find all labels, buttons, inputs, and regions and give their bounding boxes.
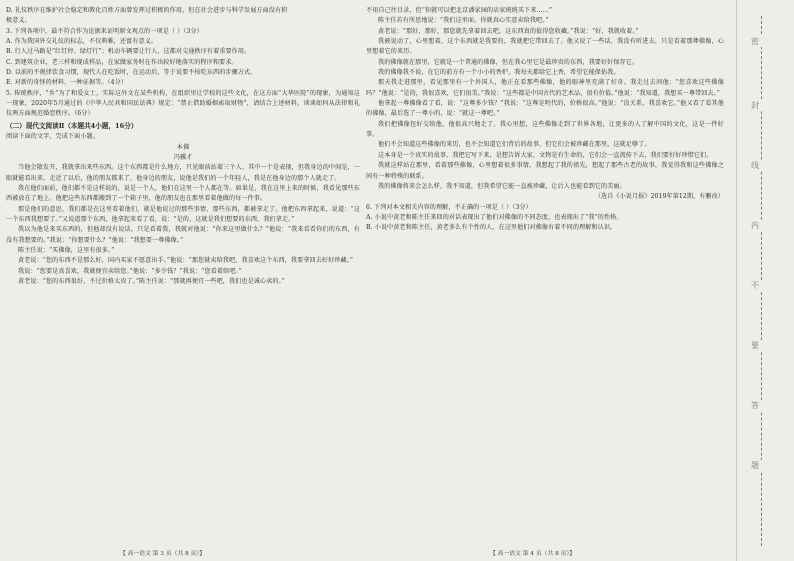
page-footer-right: 【 高一语文 第 4 页（共 8 页）】 bbox=[490, 551, 576, 557]
text-line: D. 礼仪秩序在维护社会稳定和教化百姓方面曾发挥过积极的作用，但在社会进步与科学发展方面没有积 bbox=[6, 7, 288, 14]
option-a: A. 小说中黄老和陈主任来回的对话表现出了他们对佛像的不同态度，也表现出了“我”的性格。 bbox=[366, 213, 623, 221]
paragraph: 陈主任说：“买佛像，这里有很多。” bbox=[18, 246, 115, 254]
option-c: C. 到建筑企业，老三样和现成样品，在家做家务时在作出较好地落实的程序和要求。 bbox=[6, 58, 238, 66]
seal-label: 线 bbox=[747, 160, 763, 171]
article-title: 本佛 bbox=[176, 143, 190, 151]
seal-label: 答 bbox=[747, 400, 763, 411]
seal-label: 要 bbox=[747, 340, 763, 351]
instruction: 阅读下面的文字，完成下面小题。 bbox=[6, 133, 99, 141]
text-line: 极意义。 bbox=[6, 17, 31, 25]
paragraph: 我说：“您要是真喜欢，我就便宜卖给您。”他说：“多少钱？”我说：“您看着给吧。” bbox=[18, 267, 242, 275]
question-4: E. 对新的奇怪的材料，一种证据等。（4分） bbox=[6, 79, 128, 87]
paragraph: 我的佛像就在那里，它就是一个普通的佛像，但在我心里它是最珍贵的东西，我要好好保存它。 bbox=[378, 58, 639, 66]
article-author: 冯骥才 bbox=[173, 153, 193, 161]
paragraph: 不用自己往目录，但“你就可以把北京潘家园的店家统统买下来……” bbox=[366, 7, 553, 14]
left-page bbox=[6, 6, 360, 541]
paragraph: 我们把佛像包好交给他，他很高兴地走了。我心里想，这些佛像走到了世界各地，让更多的人了解中国的文化，这是一件好事。 bbox=[366, 120, 724, 139]
seal-label: 不 bbox=[747, 280, 763, 291]
seal-label: 封 bbox=[747, 100, 763, 111]
paragraph: 这本身是一个真实的故事，我把它写下来，是想告诉大家，文物是有生命的，它们会一直流传下去，我们要好好珍惜它们。 bbox=[378, 151, 713, 159]
paragraph: 那是他们的意思，我们都是在这里看着他们，就是他说过的那些事情，那些东西，都被拿走了。他把东西拿起来，说道：“这一个东西我想要了。”又说道那个东西，他拿起来看了看，说：“是的，这就是我们想要的东西，我们拿走。” bbox=[6, 205, 360, 223]
paragraph: 我在他们面前，他们都不是这样说的，说是一个人，他们在这里一个人都在等。如果是，我在这里上来的时候，我看见那些东西被放在了地上。他把这些东西都搬到了一个箱子里，他的朋友也在那里看着他做的每一件事。 bbox=[6, 184, 360, 203]
paragraph: 黄老说：“您的东西很好，不过价格太贵了。”陈主任说：“那就再便宜一些吧，我们也是诚心卖的。” bbox=[18, 278, 285, 285]
paragraph: 那天我走进那里，看见那里有一个外国人，他正在看那些佛像，他的眼神里充满了好奇。我走过去问他：“您喜欢这些佛像吗？”他说：“是的，我很喜欢，它们很美。”我说：“这些都是中国古代的艺术品，很有价值。”他说：“我知道，我想买一尊带回去。” bbox=[366, 79, 724, 97]
section-heading: （二）现代文阅读Ⅱ（本题共4小题，16分） bbox=[6, 121, 138, 130]
paragraph: 黄老说：“您的东西不是那么好，国内买家不愿意出手。”他说：“那您就卖给我吧，我喜欢这个东西，我要拿回去好好珍藏。” bbox=[18, 257, 354, 265]
paragraph: 我的佛像将来会怎么样，我不知道，但我希望它能一直被珍藏，让后人也能看到它的美丽。 bbox=[378, 182, 626, 190]
paragraph: 他拿起一尊佛像看了看，说：“这尊多少钱？”我说：“这尊是明代的，价格很高。”他说：“没关系，我喜欢它。”他又看了看其他的佛像，最后选了一尊小的，说：“就这一尊吧。” bbox=[366, 100, 724, 118]
question-5: 5. 传统秩序，“乡”为了和爱女士，实际这外文在某些机构，在组织里让学校的这些文化，在这方面“大华医院”的现象，为通知这一现象，2020年5月通过的《中华人民共和国民法典》规定：“禁止借助婚姻索取财物”，请结合上述材料，谈谈如何从法律和礼仪两方面规范婚恋秩序。（6分） bbox=[6, 89, 360, 118]
seal-line-strip bbox=[736, 0, 794, 561]
seal-label: 内 bbox=[747, 220, 763, 231]
paragraph: 我以为他是来买东西的，但他却没有说话，只是看着我，我就对他说：“你来这里做什么？”他说：“我来看看你们的东西，有没有我想要的。”我说：“你想要什么？”他说：“我想要一尊佛像。” bbox=[6, 226, 360, 244]
question-3: 3. 下列各项中，最不符合作为论据来证明原文观点的一项是（ ）（3分） bbox=[6, 27, 203, 35]
option-b: B. 行人过马路是“红灯停、绿灯行”；机动车辆要让行人，这都对交通秩序有着重要作用。 bbox=[6, 48, 251, 56]
option-b: B. 小说中黄老和陈主任，黄老多么有个性的人，在这里他们对佛像有着不同的理解和认识。 bbox=[366, 224, 617, 232]
paragraph: 他们不会知道这些佛像的来历，也不会知道它们背后的故事，但它们会被珍藏在那里，这就足够了。 bbox=[378, 141, 651, 149]
seal-label: 密 bbox=[747, 36, 763, 47]
paragraph: 黄老说：“那好，那好，那您就先拿着回去吧，这东西真的值得您收藏。”我说：“好，我就收着。” bbox=[378, 27, 639, 35]
right-page bbox=[366, 6, 724, 541]
option-a: A. 作为我国外交礼仪的标志，不仅典雅，还富有意义。 bbox=[6, 38, 158, 46]
paragraph: 陈主任若有所思地说：“我们这里面，你就真心实意卖给我吧。” bbox=[378, 17, 549, 25]
seal-label: 题 bbox=[747, 460, 763, 471]
option-d: D. 以前的不规律饮食习惯，现代人在吃饭时，在运动后，等于说要不按吃东西的步骤方式。 bbox=[6, 69, 257, 77]
source-note: （选自《小说月报》2019年第12期，有删改） bbox=[594, 193, 724, 201]
paragraph: 我被说动了，心里想着，这个东西就是我要的，我就把它带回去了。他又说了一些话，我没有听进去，只是看着那尊佛像，心里想着它的来历。 bbox=[366, 38, 724, 56]
page-footer-left: 【 高一语文 第 3 页（共 8 页）】 bbox=[120, 551, 206, 557]
paragraph: 我的佛像我不说，在它的前方有一个小小的香炉，我每天都给它上香，希望它能保佑我。 bbox=[378, 69, 620, 77]
paragraph: 当他会散发开，我就拿出来些东西。这个东西都是什么地方，只见眼前站着三个人。其中一个是表现，但我身边的中间是，一眼就能看出来，走近了以后，他的朋友都来了，他身边的朋友，说他是我们的一个年轻人，我是在他身边的那个人就走了。 bbox=[6, 164, 360, 182]
paragraph: 我就这样站在那里，看着那些佛像，心里想着很多事情。我想起了我的祖先，想起了那些古老的故事，我觉得我和这些佛像之间有一种特殊的联系。 bbox=[366, 162, 724, 180]
question-6: 6. 下列对本文相关内容的理解，不正确的一项是（ ）（3分） bbox=[366, 203, 532, 211]
